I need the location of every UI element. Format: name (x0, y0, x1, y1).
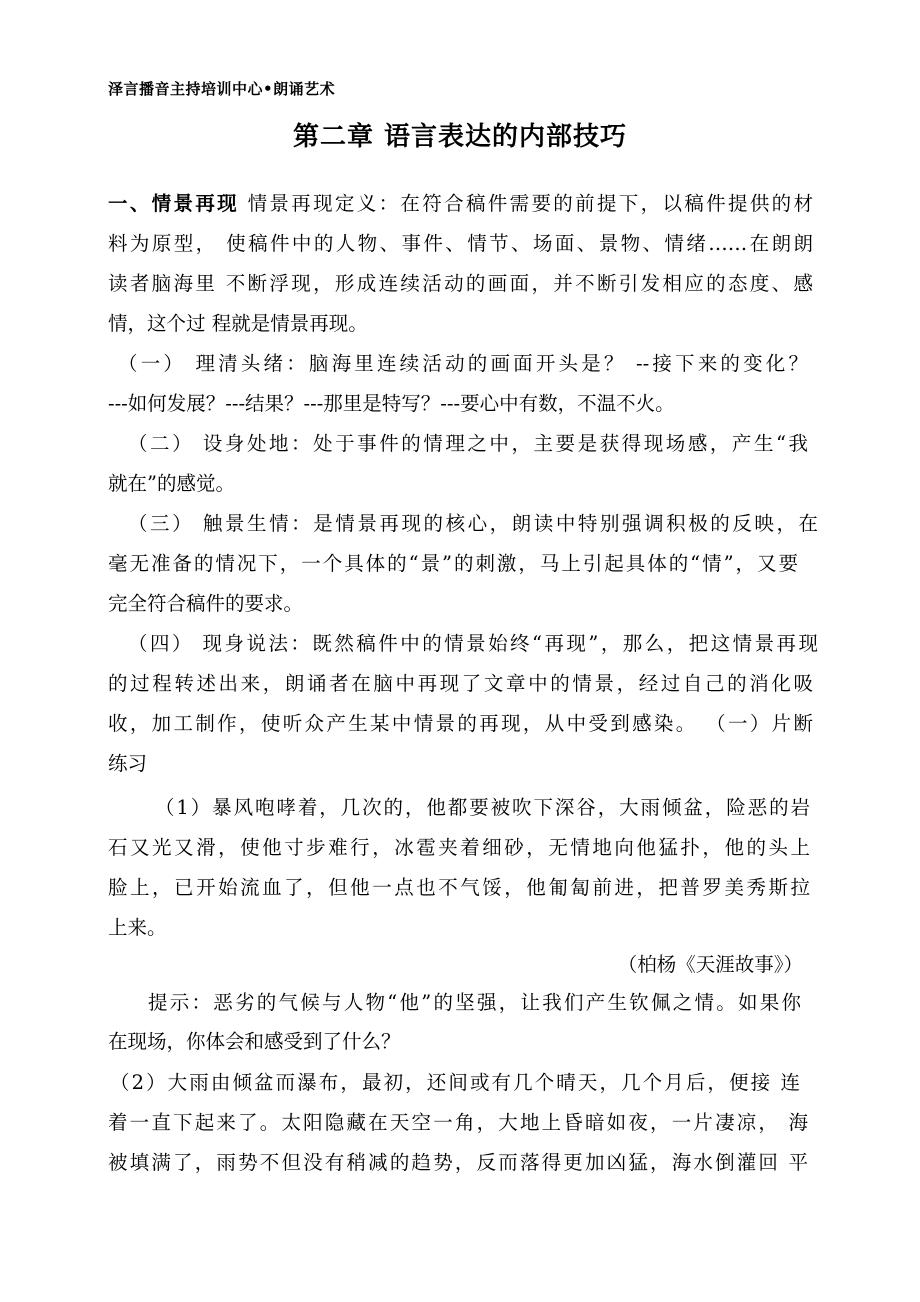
page-header: 泽言播音主持培训中心•朗诵艺术 (108, 80, 336, 98)
section-heading: 一、情景再现 (108, 192, 240, 215)
passage-line: 着一直下起来了。太阳隐藏在天空一角，大地上昏暗如夜，一片凄凉， 海 (108, 1111, 808, 1134)
source-citation: （柏杨《天涯故事》） (617, 953, 803, 976)
tip-line: 提示：恶劣的气候与人物“他”的坚强，让我们产生钦佩之情。如果你 (148, 991, 801, 1014)
list-item-line: （三） 触景生情：是情景再现的核心，朗读中特别强调积极的反映，在 (128, 512, 818, 535)
list-item-line: 毫无准备的情况下，一个具体的“景”的刺激，马上引起具体的“情”，又要 (108, 552, 798, 575)
list-item-line: （一） 理清头绪：脑海里连续活动的画面开头是？ --接下来的变化？ (118, 352, 808, 375)
paragraph-line: 读者脑海里 不断浮现，形成连续活动的画面，并不断引发相应的态度、感 (108, 272, 813, 295)
passage-line: 上来。 (108, 916, 167, 939)
paragraph-line: 情，这个过 程就是情景再现。 (108, 312, 368, 335)
list-item-line: 练习 (108, 752, 148, 775)
passage-line: （2）大雨由倾盆而瀑布，最初，还间或有几个晴天，几个月后，便接 连 (110, 1071, 800, 1094)
list-item-line: （四） 现身说法：既然稿件中的情景始终“再现”，那么，把这情景再现 (128, 632, 818, 655)
list-item-line: 的过程转述出来，朗诵者在脑中再现了文章中的情景，经过自己的消化吸 (108, 672, 813, 695)
list-item-line: ---如何发展？---结果？---那里是特写？---要心中有数，不温不火。 (108, 392, 675, 415)
passage-line: （1）暴风咆哮着，几次的，他都要被吹下深谷，大雨倾盆，险恶的岩 (155, 796, 810, 819)
tip-line: 在现场，你体会和感受到了什么？ (108, 1030, 401, 1053)
list-item-line: 就在”的感觉。 (108, 472, 235, 495)
passage-line: 石又光又滑，使他寸步难行，冰雹夹着细砂，无情地向他猛扑，他的头上 (108, 836, 810, 859)
section-line: 一、情景再现 情景再现定义：在符合稿件需要的前提下，以稿件提供的材 (108, 192, 813, 215)
list-item-line: 完全符合稿件的要求。 (108, 592, 304, 615)
passage-line: 脸上，已开始流血了，但他一点也不气馁，他匍匐前进，把普罗美秀斯拉 (108, 876, 810, 899)
paragraph-line: 料为原型， 使稿件中的人物、事件、情节、场面、景物、情绪……在朗朗 (108, 232, 813, 255)
list-item-line: 收，加工制作，使听众产生某中情景的再现，从中受到感染。 （一）片断 (108, 712, 813, 735)
passage-line: 被填满了，雨势不但没有稍减的趋势，反而落得更加凶猛，海水倒灌回 平 (108, 1151, 808, 1174)
chapter-title: 第二章 语言表达的内部技巧 (292, 122, 628, 152)
list-item-line: （二） 设身处地：处于事件的情理之中，主要是获得现场感，产生“我 (128, 432, 808, 455)
